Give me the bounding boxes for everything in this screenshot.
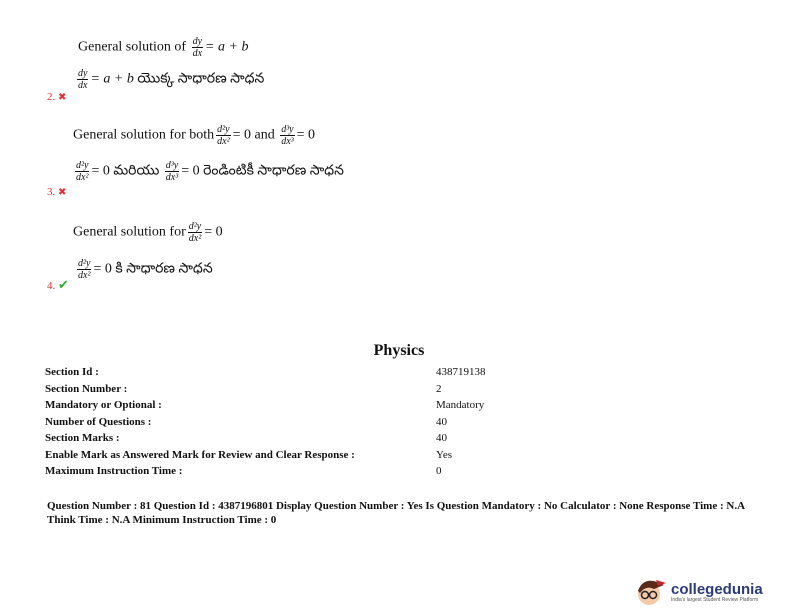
numerator: d²y [217,124,230,135]
option-2-telugu [75,68,264,91]
expr: = 0 [296,127,316,143]
expr: = 0 కి సాధారణ సాధన [93,261,213,277]
num-questions-label: Number of Questions : [45,416,152,428]
text: General solution of [78,39,187,55]
option-2-label [47,91,66,103]
section-id-label: Section Id : [45,366,99,378]
option-3-telugu [73,160,344,183]
numerator: d³y [165,160,179,171]
denominator: dx³ [165,172,179,183]
logo-tagline: India's largest Student Review Platform [671,596,759,603]
fraction [192,36,203,59]
denominator: dx² [78,270,91,281]
section-marks-label: Section Marks : [45,432,120,444]
option-number: 2. [47,91,56,103]
section-id-value: 438719138 [436,366,486,378]
expr: = 0 మరియు [91,163,160,179]
collegedunia-logo [634,577,763,607]
enable-mark-label: Enable Mark as Answered Mark for Review and Clear Response : [45,449,355,461]
text: యొక్క సాధారణ సాధన [137,71,265,87]
max-instruction-time-label: Maximum Instruction Time : [45,465,183,477]
denominator: dx [192,48,203,59]
max-instruction-time-value: 0 [436,465,442,477]
num-questions-value: 40 [436,416,447,428]
enable-mark-value: Yes [436,449,453,461]
fraction [77,68,88,91]
fraction [165,160,179,183]
section-number-label: Section Number : [45,383,128,395]
mandatory-label: Mandatory or Optional : [45,399,162,411]
section-number-value: 2 [436,383,442,395]
denominator: dx [78,80,88,91]
wrong-icon: ✖ [58,187,67,198]
fraction [75,160,89,183]
text: General solution for [73,224,186,240]
option-number: 3. [47,186,56,198]
option-4-english [73,221,223,244]
denominator: dx² [217,136,230,147]
logo-name: collegedunia [671,580,763,598]
numerator: d²y [76,160,89,171]
question-info: Question Number : 81 Question Id : 4387196801 Display Question Number : Yes Is Question Mandatory : No Calculator : None Response Time : N.A Think Time : N.A Minimum Instruction Time : 0 [47,500,745,526]
fraction [280,124,294,147]
section-title: Physics [373,342,425,359]
option-2-english [78,36,248,59]
numerator: dy [78,68,88,79]
numerator: d³y [281,124,294,135]
option-number: 4. [47,280,56,292]
fraction [188,221,202,244]
option-4-telugu [75,258,213,281]
text: General solution for both [73,127,215,143]
expr: = a + b [90,71,134,87]
numerator: d²y [188,221,202,232]
expr: = 0 and [232,127,275,143]
option-4-label [47,277,69,293]
expr: = 0 రెండింటికీ సాధారణ సాధన [181,163,344,179]
mandatory-value: Mandatory [436,399,485,411]
fraction [216,124,230,147]
denominator: dx² [76,172,89,183]
fraction [77,258,91,281]
denominator: dx² [188,233,202,244]
option-3-english [73,124,315,147]
numerator: dy [192,36,203,47]
option-3-label [47,186,66,198]
wrong-icon: ✖ [58,92,67,103]
denominator: dx³ [281,136,294,147]
mascot-icon [634,577,668,607]
correct-icon: ✔ [58,277,69,292]
expr: = 0 [204,224,223,240]
expr: = a + b [205,39,249,55]
section-marks-value: 40 [436,432,447,444]
numerator: d²y [78,258,91,269]
